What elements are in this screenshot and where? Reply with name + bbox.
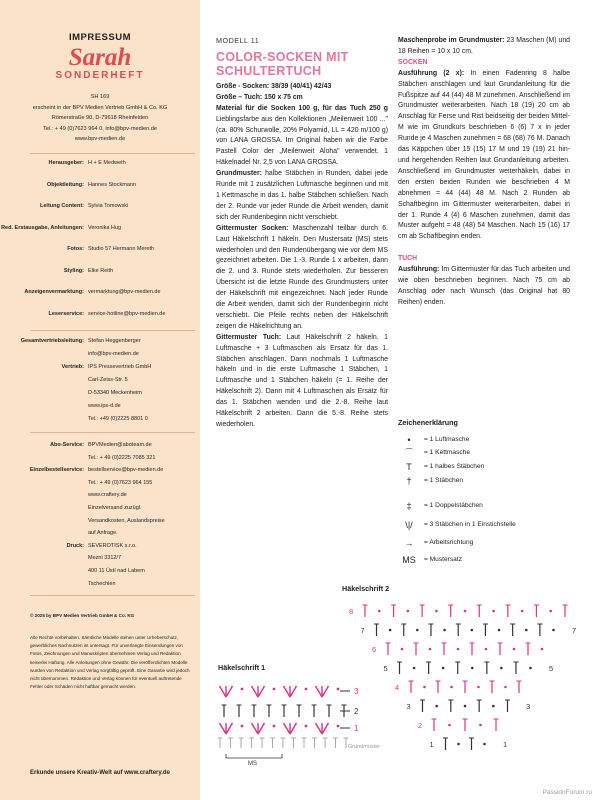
chart1-stitch [258, 723, 265, 734]
chart2-chain [477, 686, 480, 689]
chart1-stitch [252, 723, 259, 734]
legend-text: = 1 Stäbchen [424, 477, 464, 484]
chart1-chain [337, 725, 340, 728]
legend-text: = Arbeitsrichtung [424, 539, 474, 546]
legal-line: Fotos, Zeichnungen und Manuskripten übernehmen Verlag und Redaktion [30, 651, 181, 657]
impressum-value: IPS Pressevertrieb GmbH [88, 364, 152, 370]
impressum-value: info@bpv-medien.de [88, 351, 139, 357]
impressum-value: bestellservice@bpv-medien.de [88, 467, 164, 474]
impressum-key: Einzelbestellservice: [29, 467, 84, 474]
chart2-chain [525, 629, 528, 632]
legal-line: nicht übernommen. Redaktion und Verlag können für eventuell auftretende [30, 676, 182, 682]
impressum-sidebar [0, 0, 200, 800]
chart2-row-number-right: 1 [503, 740, 508, 749]
impressum-value: H + E Medweth [88, 160, 126, 166]
legend-symbol: \|/ [405, 520, 413, 530]
impressum-value: Veronika Hug [88, 224, 122, 231]
legal-text [30, 634, 195, 691]
legend-symbol: † [406, 476, 412, 486]
legend-symbol: • [407, 435, 411, 445]
impressum-value: Versandkosten, Auslandspreise [88, 517, 165, 524]
material-label: Material für die Socken 100 g, für das Tuch 250 g [216, 104, 388, 112]
chart2-chain [429, 648, 432, 651]
chart2-row-number-right: 5 [549, 664, 554, 673]
legend-row [398, 554, 593, 566]
chart2-row-number-right: 7 [572, 626, 577, 635]
logo-sonderheft-text: SONDERHEFT [55, 70, 145, 81]
impressum-value: 400 11 Ústí nad Labem [88, 568, 145, 574]
chart2-row-number: 1 [429, 740, 434, 749]
impressum-value: www.ips-d.de [88, 403, 121, 409]
gitter-shawl-text: Laut Häkelschrift 2 häkeln. 1 Luftmasche + 3 Luftmaschen als Ersatz für das 1. Stäbchen anschlagen. Dann nochmals 1 Luftmasche häkeln und in die erste Luftmasche 1 Stäbchen, 1 Luftmasche und 1 Stäbchen häkeln (= 1. Reihe der Häkelschrift 2). Dann mit 4 Luftmaschen als Ersatz für das 1. Stäbchen wenden und die 2.-8. Reihe laut Häkelschrift 2 arbeiten. Dann die 5.-8. Reihe stets wiederholen. [216, 333, 388, 428]
headline-line: SCHULTERTUCH [216, 63, 322, 78]
legend-symbol: T [406, 462, 412, 472]
impressum-value: Elke Reith [88, 267, 114, 274]
impressum-value: vermarktung@bpv-medien.de [88, 289, 161, 295]
impressum-value: auf Anfrage. [88, 530, 118, 537]
impressum-value: service-hotline@bpv-medien.de [88, 310, 166, 317]
chart1-stitch [316, 723, 323, 734]
impressum-value: Sylvia Tomowski [88, 203, 129, 209]
impressum-value: Stefan Heggenberger [88, 338, 141, 344]
watermark: PassionForum.ru [542, 789, 592, 796]
grundmuster-text: halbe Stäbchen in Runden, dabei jede Runde mit 1 zusätzlichen Luftmasche beginnen und mit 1 Kettmasche in das 1. halbe Stäbchen schließen. Nach der 2. Runde vor jeder Runde die Arbeit wenden, damit sich der Rundenbeginn nicht verschiebt. [216, 170, 388, 221]
chart2-chain [435, 610, 438, 613]
impressum-key: Objektleitung: [47, 181, 84, 188]
chart2-chain [464, 705, 467, 708]
chart1-stitch [290, 723, 297, 734]
chart2-chain [435, 705, 438, 708]
legend-row [398, 434, 593, 446]
headline-line: COLOR-SOCKEN MIT [216, 49, 349, 64]
chart2-chain [389, 629, 392, 632]
chart2-chain [401, 648, 404, 651]
chart2-chain [549, 610, 552, 613]
article-column-2 [398, 36, 570, 309]
chart2-chain [457, 648, 460, 651]
chart1-chain [241, 688, 244, 691]
material-text: Lieblingsfarbe aus den Kollektionen „Meilenweit 100 ..." (ca. 80% Schurwolle, 20% Polyamid, LL = 420 m/100 g) von LANA GROSSA. Im Original haben wir die Farbe Pastell Color der „Meilenweit Aloha" verwendet. 1 Häkelnadel Nr. 2,5 von LANA GROSSA. [216, 115, 388, 167]
impressum-key: Red. Erstausgabe, Anleitungen: [1, 224, 84, 231]
chart2-row-number: 2 [418, 721, 423, 730]
publisher-address [0, 92, 200, 145]
legend-text: = 3 Stäbchen in 1 Einstichstelle [424, 521, 516, 528]
chart2-chain [504, 686, 507, 689]
legend-row [398, 461, 593, 473]
chart2-chain [407, 610, 410, 613]
chart2-row-number: 7 [360, 626, 365, 635]
chart1-stitch [316, 686, 323, 697]
impressum-value: Studio 57 Hermann Mereth [88, 246, 155, 252]
chart1-stitch [290, 686, 297, 697]
socks-execution-text: In einen Fadenring 8 halbe Stäbchen anschlagen und laut Grundanleitung für die Fußspitze auf 44 (44) 48 M zunehmen. Anschließend im Grundmuster weiterarbeiten. Nach 18 (19) 20 cm ab Anschlag für Ferse und Rist beidseitig der beiden Mittel-M wie im Grundkurs beschrieben 6 (6) 7 x in jeder Runde je 4 Maschen zunehmen = 68 (68) 76 M. Danach das Käppchen über 15 (15) 17 M und 19 (19) 21 hin- und hergehenden Reihen laut Grundanleitung arbeiten. Anschließend im Grundmuster weiterhäkeln, dabei in den ersten beiden Runden wie beschrieben 4 M abnehmen = 44 (44) 48 M. Nach 2 Runden ab Schaftbeginn im Gittermuster weiterarbeiten, dabei in der 1. Runde 4 (4) 6 Maschen zunehmen, damit das Muster aufgeht = 48 (48) 54 Maschen. Nach 15 (16) 17 cm ab Schaftbeginn enden. [398, 69, 570, 241]
address-line: Tel.: + 49 (0)7623 964 0, info@bpv-medien.de [42, 125, 158, 132]
chart1-stitch [220, 686, 227, 697]
chart2-chain [492, 610, 495, 613]
chart2-chain [513, 648, 516, 651]
chart2-chain [541, 648, 544, 651]
chart2-row-number: 4 [395, 683, 400, 692]
craftery-footer: Erkunde unsere Kreativ-Welt auf www.craftery.de [30, 770, 170, 776]
impressum-value: www.craftery.de [88, 492, 127, 499]
gitter-shawl-label: Gittermuster Tuch: [216, 333, 282, 341]
impressum-value: Einzelversand zuzügl. [88, 505, 142, 511]
legend-symbol: → [404, 538, 414, 548]
chart2-chain [521, 610, 524, 613]
shawl-execution-label: Ausführung: [398, 266, 440, 274]
legend-symbol: MS [402, 555, 416, 565]
legal-line: Alle Rechte vorbehalten. Sämtliche Modelle stehen unter Urheberschutz, [30, 635, 179, 640]
address-line: SH 169 [90, 94, 110, 100]
legal-line: keinerlei Haftung. Alle Anleitungen ohne Gewähr. Die veröffentlichten Modelle [30, 659, 188, 665]
gitter-socks-label: Gittermuster Socken: [216, 224, 289, 232]
chart2-chain [483, 743, 486, 746]
chart2-chain [413, 667, 416, 670]
chart1-stitch [284, 686, 291, 697]
divider [30, 153, 195, 154]
chart2-row-number: 3 [406, 702, 411, 711]
grundmuster-label: Grundmuster: [216, 170, 262, 178]
socks-execution-label: Ausführung (2 x): [398, 69, 465, 77]
impressum-key: Druck: [66, 542, 84, 549]
chart1-chain [273, 688, 276, 691]
impressum-key: Gesamtvertriebsleitung: [20, 338, 84, 344]
chart2-row-number-right: 3 [526, 702, 531, 711]
chart2-chain [464, 610, 467, 613]
impressum-value: Tel.: + 49 (0)7623 964 155 [88, 479, 153, 486]
impressum-value: Tschechien [88, 580, 116, 587]
chart1-ms-bracket [226, 754, 282, 758]
impressum-value: Mezni 3312/7 [88, 555, 122, 562]
chart2-chain [450, 686, 453, 689]
legal-line: wurden von Redaktion und Verlag sorgfältig geprüft. Eine Garantie wird jedoch [30, 667, 190, 673]
sarah-logo [0, 45, 200, 82]
chart2-chain [471, 629, 474, 632]
chart2-chain [552, 629, 555, 632]
chart2-chain [442, 667, 445, 670]
chart2-row-number: 6 [372, 645, 377, 654]
chart2-chain [416, 629, 419, 632]
legal-line: Fehler oder Schäden nicht haftbar gemacht werden. [30, 684, 136, 690]
chart2-chain [485, 648, 488, 651]
legend-text: = 1 halbes Stäbchen [424, 463, 485, 470]
impressum-value: Hannes Stockmann [88, 181, 136, 188]
crochet-chart-1 [212, 676, 392, 780]
chart2-chain [457, 743, 460, 746]
legend-text: = 1 Luftmasche [424, 436, 470, 443]
impressum-value: SEVEROTISK s.r.o. [88, 542, 137, 549]
legend-text: = Mustersatz [424, 556, 462, 563]
chart1-chain [305, 688, 308, 691]
impressum-key: Leserservice: [48, 310, 84, 317]
chart2-row-number: 5 [383, 664, 388, 673]
symbol-legend [398, 418, 593, 565]
impressum-key: Anzeigenvermarktung: [24, 289, 84, 295]
shawl-heading: TUCH [398, 255, 418, 263]
modell-number: MODELL 11 [216, 36, 260, 45]
impressum-value: Carl-Zeiss-Str. 5 [88, 377, 128, 383]
legend-title: Zeichenerklärung [398, 418, 458, 427]
impressum-value: BPVMedien@aboteam.de [88, 442, 152, 448]
chart1-stitch [252, 686, 259, 697]
diagram-2-title: Häkelschrift 2 [342, 584, 390, 593]
chart2-chain [471, 667, 474, 670]
chart2-chain [423, 686, 426, 689]
chart1-stitch [322, 686, 329, 697]
chart1-chain [337, 688, 340, 691]
legend-row [398, 447, 593, 459]
legend-symbol: ‡ [406, 501, 412, 511]
divider [30, 595, 195, 596]
diagram-1-title: Häkelschrift 1 [218, 663, 266, 672]
divider [30, 330, 195, 331]
socks-heading: SOCKEN [398, 58, 428, 66]
address-line: erscheint in der BPV Medien Vertrieb GmbH & Co. KG [32, 104, 168, 111]
legend-row [398, 500, 593, 512]
gauge-text: 23 Maschen (M) und 18 Reihen = 10 x 10 cm. [398, 37, 570, 55]
chart2-chain [479, 724, 482, 727]
legend-row [398, 537, 593, 549]
chart2-chain [448, 724, 451, 727]
impressum-value: D-53340 Meckenheim [88, 390, 142, 396]
chart1-stitch [220, 723, 227, 734]
chart2-chain [378, 610, 381, 613]
impressum-key: Abo-Service: [50, 442, 84, 448]
size-socks: Größe - Socken: 38/39 (40/41) 42/43 [216, 82, 332, 90]
chart1-grund-label: Grundmuster [348, 744, 381, 750]
chart1-chain [305, 725, 308, 728]
legend-row [398, 475, 593, 487]
chart1-stitch [284, 723, 291, 734]
divider [30, 432, 195, 433]
chart1-row-number: 1 [354, 724, 359, 733]
chart1-stitch [226, 686, 233, 697]
impressum-key: Fotos: [67, 246, 84, 252]
gitter-socks-text: Maschenzahl teilbar durch 6. Laut Häkelschrift 1 häkeln. Den Mustersatz (MS) stets wiederholen und den Rundenübergang wie vor dem MS gezeichnet arbeiten. Die 1.-3. Runde 1 x arbeiten, dann die 2. und 3. Runde stets wiederholen. Zur besseren Übersicht ist die letzte Runde des Grundmusters unter der Häkelschrift mit eingezeichnet. Nach jeder Runde die Arbeit wenden, damit sich der Rundenbeginn nicht verschiebt. Die Pfeile rechts neben der Häkelschrift zeigen die Häkelrichtung an. [216, 224, 389, 330]
address-line: www.bpv-medien.de [74, 136, 126, 142]
address-line: Römerstraße 90, D-79618 Rheinfelden [51, 115, 149, 121]
logo-sarah-text: Sarah [68, 44, 132, 71]
article-headline [216, 50, 388, 78]
impressum-value: Tel.: +49 (0)2225 8801 0 [88, 416, 148, 422]
chart1-stitch [322, 723, 329, 734]
chart2-chain [498, 629, 501, 632]
chart1-stitch [258, 686, 265, 697]
chart1-ms-label: MS [248, 761, 257, 767]
chart1-stitch [226, 723, 233, 734]
impressum-value: Tel.: + 49 (0)2225 7085 321 [88, 454, 156, 461]
chart1-row-number: 2 [354, 707, 359, 716]
legend-text: = 1 Kettmasche [424, 449, 470, 456]
chart1-chain [241, 725, 244, 728]
copyright: © 2025 by BPV Medien Vertrieb GmbH & Co. KG [30, 613, 135, 618]
chart2-chain [529, 667, 532, 670]
chart2-chain [500, 667, 503, 670]
impressum-key: Styling: [63, 267, 84, 274]
chart2-chain [492, 705, 495, 708]
chart1-chain [273, 725, 276, 728]
impressum-title: IMPRESSUM [68, 32, 132, 43]
gauge-label: Maschenprobe im Grundmuster: [398, 37, 505, 44]
shawl-execution-text: Im Gittermuster für das Tuch arbeiten und wie oben beschrieben beginnen. Nach 75 cm ab Anschlag oder nach Wunsch (das Original hat 80 Reihen) enden. [398, 266, 570, 306]
impressum-key: Leitung Content: [40, 203, 84, 209]
legend-text: = 1 Doppelstäbchen [424, 502, 483, 509]
chart1-row-number: 3 [354, 687, 359, 696]
impressum-key: Herausgeber: [48, 160, 84, 166]
legend-row [398, 519, 593, 531]
legal-line: gewerbliches Nachnutzen ist untersagt. Für unverlangte Einsendungen von [30, 643, 183, 649]
size-shawl: Größe – Tuch: 150 x 75 cm [216, 93, 303, 101]
legend-symbol: ⌒ [404, 448, 414, 458]
chart2-row-number: 8 [349, 607, 354, 616]
chart2-chain [443, 629, 446, 632]
article-column-1 [216, 36, 388, 431]
impressum-key: Vertrieb: [61, 364, 84, 370]
